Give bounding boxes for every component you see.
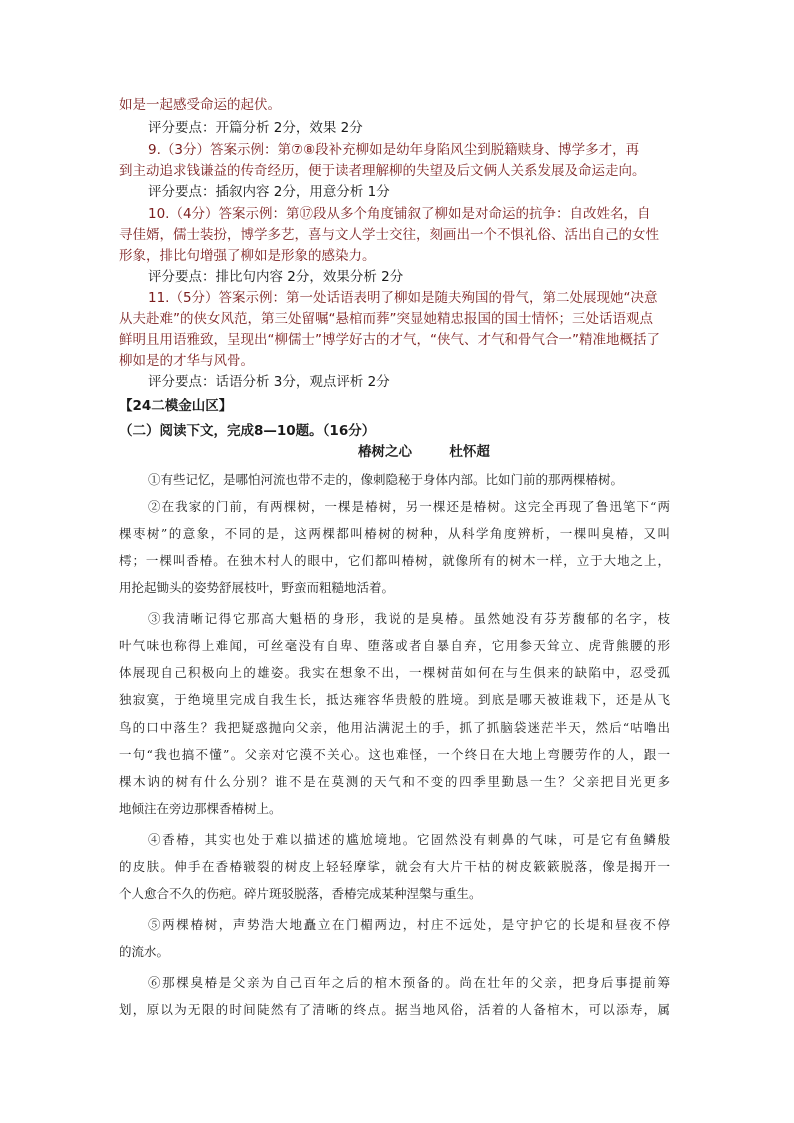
paragraph-line: 樗；一棵叫香椿。在独木村人的眼中，它们都叫椿树，就像所有的树木一样，立于大地之上， — [119, 553, 670, 568]
paragraph-line: ②在我家的门前，有两棵树，一棵是椿树，另一棵还是椿树。这完全再现了鲁迅笔下“两 — [148, 499, 670, 514]
answer-line: 到主动追求钱谦益的传奇经历，便于读者理解柳的失望及后文俩人关系发展及命运走向。 — [119, 163, 646, 179]
article-title — [358, 442, 490, 462]
answer-line — [148, 140, 639, 160]
paragraph-line: ③我清晰记得它那高大魁梧的身形，我说的是臭椿。虽然她没有芬芳馥郁的名字，枝 — [148, 611, 670, 626]
paragraph-line: 叶气味也称得上难闻，可丝毫没有自卑、堕落或者自暴自弃，它用参天耸立、虎背熊腰的形 — [119, 638, 670, 653]
scoring-points: 评分要点：排比句内容 2分，效果分析 2分 — [148, 269, 404, 285]
answer-line: 鲜明且用语雅致，呈现出“柳儒士”博学好古的才气，“侠气、才气和骨气合一”精准地概括了 — [119, 332, 660, 348]
paragraph-line: 鸟的口中落生？我把疑惑抛向父亲，他用沾满泥土的手，抓了抓脑袋迷茫半天，然后“咕噜出 — [119, 720, 670, 735]
paragraph-line: 个人愈合不久的伤疤。碎片斑驳脱落，香椿完成某种涅槃与重生。 — [119, 886, 482, 901]
paragraph-line: ⑤两棵椿树，声势浩大地矗立在门楣两边，村庄不远处，是守护它的长堤和昼夜不停 — [148, 917, 670, 932]
scoring-points: 评分要点：开篇分析 2分，效果 2分 — [148, 120, 363, 136]
paragraph-line: 棵枣树”的意象，不同的是，这两棵都叫椿树的树种，从科学角度辨析，一棵叫臭椿，又叫 — [119, 526, 670, 541]
scoring-points: 评分要点：话语分析 3分，观点评析 2分 — [148, 374, 390, 390]
answer-line: 从夫赴难”的侠女风范，第三处留嘱“悬棺而葬”突显她精忠报国的国士情怀；三处话语观点 — [119, 311, 653, 327]
answer-line: 11.（5分）答案示例：第一处话语表明了柳如是随夫殉国的骨气，第二处展现她“决意 — [148, 290, 658, 306]
article-title-text: 椿树之心 — [358, 444, 412, 460]
scoring-points: 评分要点：插叙内容 2分，用意分析 1分 — [148, 184, 390, 200]
paragraph-line: 一句“我也搞不懂”。父亲对它漠不关心。这也难怪，一个终日在大地上弯腰劳作的人，跟一 — [119, 747, 670, 762]
paragraph-line: ⑥那棵臭椿是父亲为自己百年之后的棺木预备的。尚在壮年的父亲，把身后事提前筹 — [148, 975, 670, 990]
paragraph-line: ①有些记忆，是哪怕河流也带不走的，像刺隐秘于身体内部。比如门前的那两棵椿树。 — [148, 472, 624, 487]
paragraph-line: 独寂寞，于绝境里完成自我生长，抵达雍容华贵般的胜境。到底是哪天被谁栽下，还是从飞 — [119, 692, 670, 707]
paragraph-line: 划，原以为无限的时间陡然有了清晰的终点。据当地风俗，活着的人备棺木，可以添寿，属 — [119, 1002, 670, 1017]
answer-line: 寻佳婿，儒士装扮，博学多艺，喜与文人学士交往，刻画出一个不惧礼俗、活出自己的女性 — [119, 227, 659, 243]
answer-9-line1: 9.（3分）答案示例：第⑦⑧段补充柳如是幼年身陷风尘到脱籍赎身、博学多才，再 — [148, 142, 640, 158]
paragraph-line: ④香椿，其实也处于难以描述的尴尬境地。它固然没有刺鼻的气味，可是它有鱼鳞般 — [148, 832, 670, 847]
paragraph-line: 地倾注在旁边那棵香椿树上。 — [119, 801, 282, 816]
answer-line: 如是一起感受命运的起伏。 — [119, 97, 281, 113]
paragraph-line: 用抡起锄头的姿势舒展枝叶，野蛮而粗糙地活着。 — [119, 580, 395, 595]
answer-line: 形象，排比句增强了柳如是形象的感染力。 — [119, 248, 376, 264]
paragraph-line: 的流水。 — [119, 944, 170, 959]
answer-line: 10.（4分）答案示例：第⑰段从多个角度铺叙了柳如是对命运的抗争：自改姓名，自 — [148, 206, 651, 222]
answer-line: 柳如是的才华与风骨。 — [119, 353, 254, 369]
section-tag: 【24二模金山区】 — [119, 398, 233, 414]
paragraph-line: 的皮肤。伸手在香椿皲裂的树皮上轻轻摩挲，就会有大片干枯的树皮簌簌脱落，像是揭开一 — [119, 859, 670, 874]
section-instruction: （二）阅读下文，完成8—10题。（16分） — [119, 423, 376, 439]
paragraph-line: 棵木讷的树有什么分别？谁不是在莫测的天气和不变的四季里勤恳一生？父亲把目光更多 — [119, 774, 670, 789]
article-author: 杜怀超 — [449, 444, 490, 460]
paragraph-line: 体展现自己积极向上的雄姿。我实在想象不出，一棵树苗如何在与生俱来的缺陷中，忍受孤 — [119, 665, 670, 680]
